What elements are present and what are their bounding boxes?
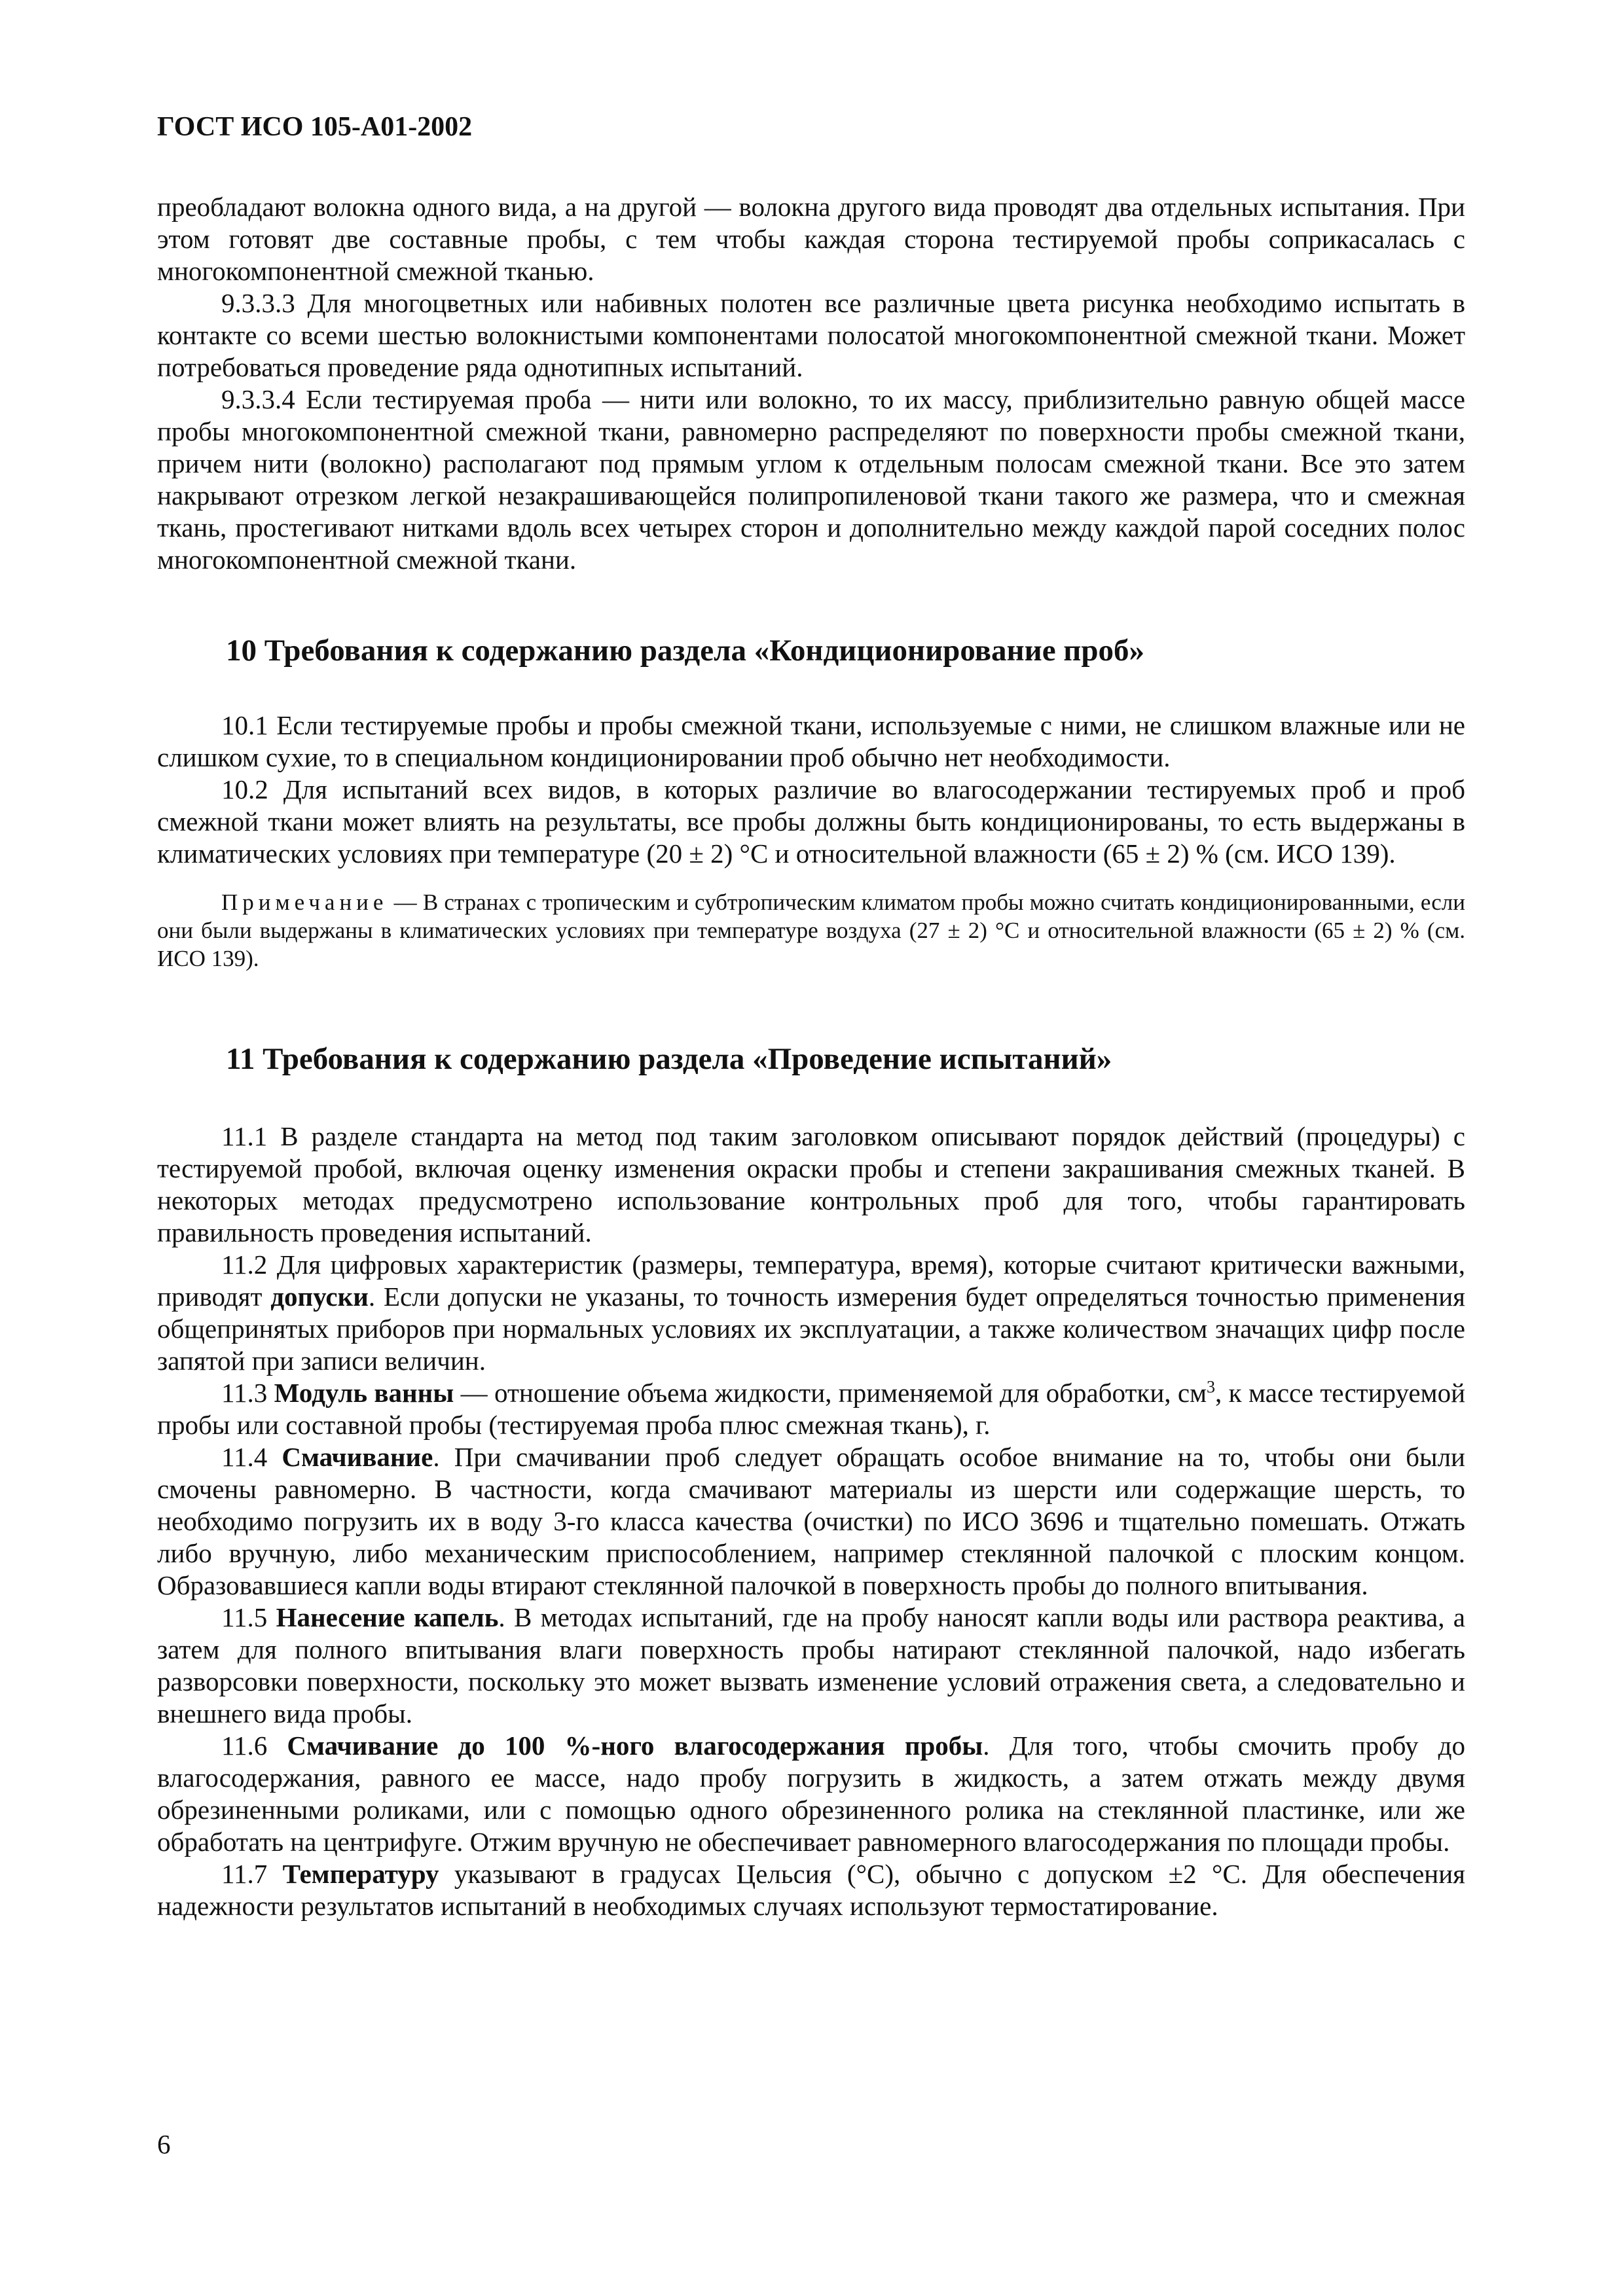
p115-number: 11.5 xyxy=(221,1602,276,1632)
p113-number: 11.3 xyxy=(221,1378,274,1408)
page-number: 6 xyxy=(157,2129,171,2159)
p112-text-a: 11.2 Для цифровых характеристик (размеры, температура, время), которые считают критически важными, приводят xyxy=(157,1249,1465,1312)
term-tolerances: допуски xyxy=(270,1282,369,1312)
p113-superscript: 3 xyxy=(1207,1377,1216,1397)
paragraph-10-1: 10.1 Если тестируемые пробы и пробы смежной ткани, используемые с ними, не слишком влажные или не слишком сухие, то в специальном кондиционировании проб обычно нет необходимости. xyxy=(157,710,1465,772)
term-wetting: Смачивание xyxy=(282,1442,433,1472)
paragraph-11-4 xyxy=(157,1441,1465,1602)
document-header: ГОСТ ИСО 105-А01-2002 xyxy=(157,112,473,142)
p113-text-d: , к массе тестируемой пробы или составной пробы (тестируемая проба плюс смежная ткань), г. xyxy=(157,1378,1466,1440)
section-11-heading: 11 Требования к содержанию раздела «Проведение испытаний» xyxy=(226,1042,1112,1076)
p116-number: 11.6 xyxy=(221,1731,287,1761)
page-body xyxy=(157,191,1465,1922)
term-temperature: Температуру xyxy=(282,1859,439,1889)
p113-text-c: — отношение объема жидкости, применяемой для обработки, см xyxy=(454,1378,1207,1408)
p117-text-c: указывают в градусах Цельсия (°C), обычно с допуском ±2 °C. Для обеспечения надежности результатов испытаний в необходимых случаях используют термостатирование. xyxy=(157,1859,1466,1921)
p115-text-c: . В методах испытаний, где на пробу наносят капли воды или раствора реактива, а затем для полного впитывания влаги поверхность пробы натирают стеклянной палочкой, надо избегать разворсовки поверхности, поскольку это может вызвать изменение условий отражения света, а следовательно и внешнего вида пробы. xyxy=(157,1602,1465,1729)
p116-text-c: . Для того, чтобы смочить пробу до влагосодержания, равного ее массе, надо пробу погрузить в жидкость, а затем отжать между двумя обрезиненными роликами, или с помощью одного обрезиненного ролика на стеклянной пластинке, или же обработать на центрифуге. Отжим вручную не обеспечивает равномерного влагосодержания по площади пробы. xyxy=(157,1731,1465,1857)
note-label: Примечание xyxy=(221,889,388,915)
paragraph-11-2 xyxy=(157,1249,1465,1377)
term-full-wetting: Смачивание до 100 %-ного влагосодержания пробы xyxy=(287,1731,983,1761)
note-text: — В странах с тропическим и субтропическим климатом пробы можно считать кондиционированными, если они были выдержаны в климатических условиях при температуре воздуха (27 ± 2) °C и относительной влажности (65 ± 2) % (см. ИСО 139). xyxy=(157,889,1465,971)
note-paragraph xyxy=(157,888,1465,973)
paragraph-11-1: 11.1 В разделе стандарта на метод под таким заголовком описывают порядок действий (процедуры) с тестируемой пробой, включая оценку изменения окраски пробы и степени закрашивания смежных тканей. В некоторых методах предусмотрено использование контрольных проб для того, чтобы гарантировать правильность проведения испытаний. xyxy=(157,1121,1465,1247)
paragraph-continued: преобладают волокна одного вида, а на другой — волокна другого вида проводят два отдельных испытания. При этом готовят две составные пробы, с тем чтобы каждая сторона тестируемой пробы соприкасалась с многокомпонентной смежной тканью. xyxy=(157,192,1465,286)
paragraph-9-3-3-4: 9.3.3.4 Если тестируемая проба — нити или волокно, то их массу, приблизительно равную общей массе пробы многокомпонентной смежной ткани, равномерно распределяют по поверхности пробы смежной ткани, причем нити (волокно) располагают под прямым углом к отдельным полосам смежной ткани. Все это затем накрывают отрезком легкой незакрашивающейся полипропиленовой ткани такого же размера, что и смежная ткань, простегивают нитками вдоль всех четырех сторон и дополнительно между каждой парой соседних полос многокомпонентной смежной ткани. xyxy=(157,384,1465,575)
term-drop-application: Нанесение капель xyxy=(276,1602,499,1632)
section-10-heading: 10 Требования к содержанию раздела «Кондиционирование проб» xyxy=(226,634,1145,668)
paragraph-11-5 xyxy=(157,1602,1465,1730)
paragraph-9-3-3-3: 9.3.3.3 Для многоцветных или набивных полотен все различные цвета рисунка необходимо испытать в контакте со всеми шестью волокнистыми компонентами полосатой многокомпонентной смежной ткани. Может потребоваться проведение ряда однотипных испытаний. xyxy=(157,288,1465,382)
p112-text-c: . Если допуски не указаны, то точность измерения будет определяться точностью применения общепринятых приборов при нормальных условиях их эксплуатации, а также количеством значащих цифр после запятой при записи величин. xyxy=(157,1282,1465,1376)
paragraph-11-6 xyxy=(157,1730,1465,1858)
p117-number: 11.7 xyxy=(221,1859,283,1889)
paragraph-11-7 xyxy=(157,1858,1465,1922)
term-bath-ratio: Модуль ванны xyxy=(274,1378,454,1408)
p114-text-c: . При смачивании проб следует обращать особое внимание на то, чтобы они были смочены равномерно. В частности, когда смачивают материалы из шерсти или содержащие шерсть, то необходимо погрузить их в воду 3-го класса качества (очистки) по ИСО 3696 и тщательно помешать. Отжать либо вручную, либо механическим приспособлением, например стеклянной палочкой с плоским концом. Образовавшиеся капли воды втирают стеклянной палочкой в поверхность пробы до полного впитывания. xyxy=(157,1442,1465,1600)
p114-number: 11.4 xyxy=(221,1442,282,1472)
paragraph-11-3 xyxy=(157,1377,1465,1441)
paragraph-10-2: 10.2 Для испытаний всех видов, в которых различие во влагосодержании тестируемых проб и проб смежной ткани может влиять на результаты, все пробы должны быть кондиционированы, то есть выдержаны в климатических условиях при температуре (20 ± 2) °C и относительной влажности (65 ± 2) % (см. ИСО 139). xyxy=(157,774,1465,869)
